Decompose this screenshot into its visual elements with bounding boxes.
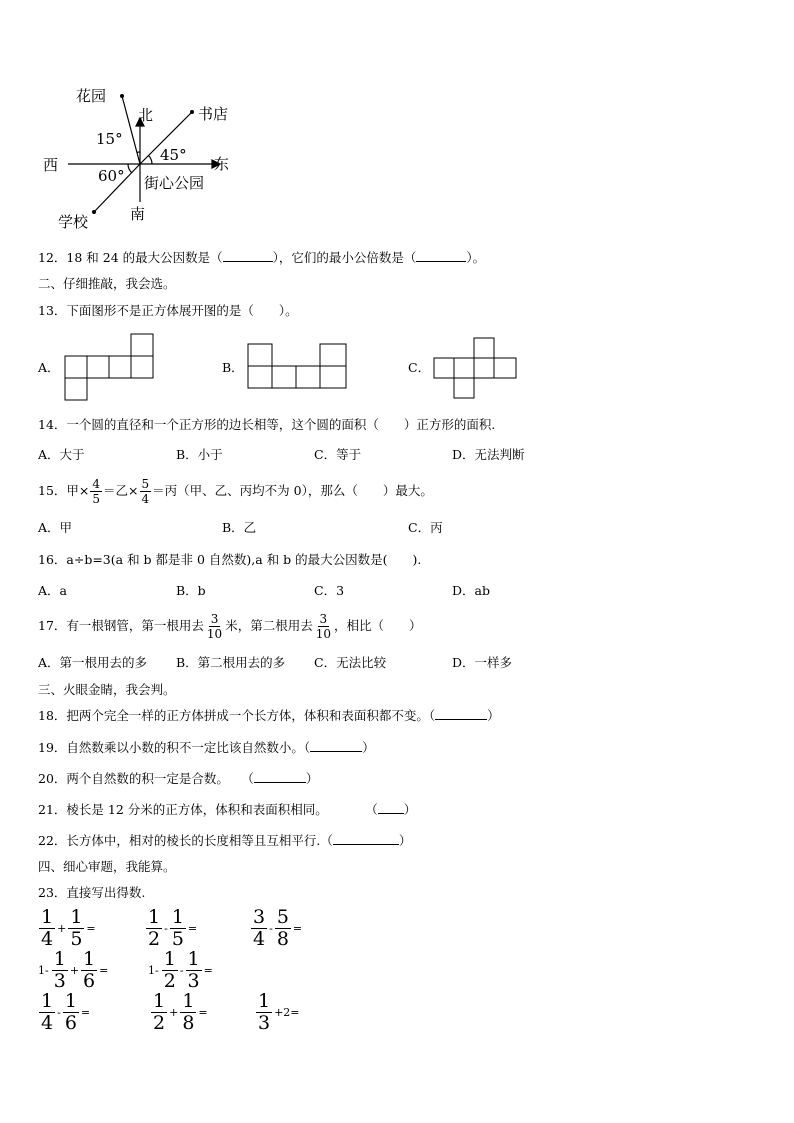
question-14: 14．一个圆的直径和一个正方形的边长相等，这个圆的面积（ ）正方形的面积.: [38, 417, 496, 432]
answer-blank[interactable]: [378, 802, 404, 814]
question-22: 22．长方体中，相对的棱长的长度相等且互相平行.（ ）: [38, 833, 412, 848]
answer-blank[interactable]: [223, 250, 273, 262]
west-label: 西: [43, 156, 59, 174]
question-19: 19．自然数乘以小数的积不一定比该自然数小。（ ）: [38, 740, 375, 755]
fraction: $\frac{4}{5}$: [92, 476, 101, 506]
option-d[interactable]: D．一样多: [452, 655, 513, 670]
direction-diagram: [40, 80, 260, 230]
calc-1: $\frac{1}{4}$ + $\frac{1}{5}$ =: [41, 906, 96, 950]
option-b-label: B．: [222, 360, 244, 375]
calc-8: $\frac{1}{3}$ +2=: [258, 990, 300, 1034]
question-18: 18．把两个完全一样的正方体拼成一个长方体，体积和表面积都不变。（ ）: [38, 708, 500, 723]
angle-arc-60: [128, 164, 132, 173]
option-c[interactable]: C．丙: [408, 520, 443, 535]
park-label: 街心公园: [144, 174, 205, 192]
calc-2: $\frac{1}{2}$ - $\frac{1}{5}$ =: [148, 906, 198, 950]
option-b[interactable]: B．乙: [222, 520, 257, 535]
bookstore-point: [190, 110, 194, 114]
option-b[interactable]: B．b: [176, 583, 206, 598]
fraction: $\frac{3}{10}$: [315, 611, 331, 641]
answer-blank[interactable]: [435, 708, 487, 720]
question-12: 12．18 和 24 的最大公因数是（ ），它们的最小公倍数是（ ）。: [38, 250, 486, 265]
option-b[interactable]: B．小于: [176, 447, 223, 462]
question-16: 16．a÷b=3(a 和 b 都是非 0 自然数),a 和 b 的最大公因数是( ).: [38, 552, 422, 567]
answer-blank[interactable]: [310, 740, 362, 752]
garden-label: 花园: [76, 87, 107, 105]
question-17: 17．有一根钢管，第一根用去 $\frac{3}{10}$ 米，第二根用去 $\frac{3}{10}$ ，相比（ ）: [38, 611, 422, 641]
fraction: $\frac{5}{4}$: [141, 476, 150, 506]
option-a[interactable]: A．甲: [38, 520, 73, 535]
calc-6: $\frac{1}{4}$ - $\frac{1}{6}$ =: [41, 990, 91, 1034]
question-21: 21．棱长是 12 分米的正方体，体积和表面积相同。 （ ）: [38, 802, 417, 817]
option-b[interactable]: B．第二根用去的多: [176, 655, 286, 670]
option-d[interactable]: D．ab: [452, 583, 490, 598]
answer-blank[interactable]: [333, 833, 399, 845]
option-d[interactable]: D．无法判断: [452, 447, 525, 462]
option-a-label: A．: [38, 360, 60, 375]
south-label: 南: [130, 205, 146, 223]
net-figure-b[interactable]: [246, 343, 350, 391]
calc-4: 1- $\frac{1}{3}$ + $\frac{1}{6}$ =: [38, 948, 109, 992]
section-3-heading: 三、火眼金睛，我会判。: [38, 682, 176, 697]
garden-point: [120, 94, 124, 98]
fraction: $\frac{3}{10}$: [206, 611, 223, 641]
calc-7: $\frac{1}{2}$ + $\frac{1}{8}$ =: [153, 990, 208, 1034]
answer-blank[interactable]: [254, 771, 306, 783]
option-c[interactable]: C．无法比较: [314, 655, 387, 670]
answer-blank[interactable]: [416, 250, 466, 262]
north-label: 北: [138, 106, 154, 124]
east-label: 东: [214, 155, 230, 173]
angle-45-label: 45°: [160, 146, 187, 164]
option-c[interactable]: C．等于: [314, 447, 362, 462]
question-15: 15．甲× $\frac{4}{5}$ ＝乙× $\frac{5}{4}$ ＝丙（甲、乙、丙均不为 0），那么（ ）最大。: [38, 476, 433, 506]
question-23-title: 23．直接写出得数.: [38, 885, 146, 900]
section-4-heading: 四、细心审题，我能算。: [38, 859, 176, 874]
bookstore-label: 书店: [198, 105, 229, 123]
school-point: [92, 210, 96, 214]
option-a[interactable]: A．a: [38, 583, 67, 598]
calc-3: $\frac{3}{4}$ - $\frac{5}{8}$ =: [253, 906, 303, 950]
calc-5: 1- $\frac{1}{2}$ - $\frac{1}{3}$ =: [148, 948, 213, 992]
option-a[interactable]: A．大于: [38, 447, 85, 462]
section-2-heading: 二、仔细推敲，我会选。: [38, 276, 176, 291]
option-a[interactable]: A．第一根用去的多: [38, 655, 148, 670]
net-figure-c[interactable]: [432, 337, 520, 401]
angle-60-label: 60°: [98, 167, 125, 185]
school-label: 学校: [58, 213, 89, 230]
option-c[interactable]: C．3: [314, 583, 345, 598]
angle-arc-45: [149, 156, 153, 165]
net-figure-a[interactable]: [62, 333, 156, 401]
option-c-label: C．: [408, 360, 431, 375]
question-13: 13．下面图形不是正方体展开图的是（ ）。: [38, 303, 298, 318]
angle-15-label: 15°: [96, 130, 123, 148]
question-20: 20．两个自然数的积一定是合数。 （ ）: [38, 771, 319, 786]
